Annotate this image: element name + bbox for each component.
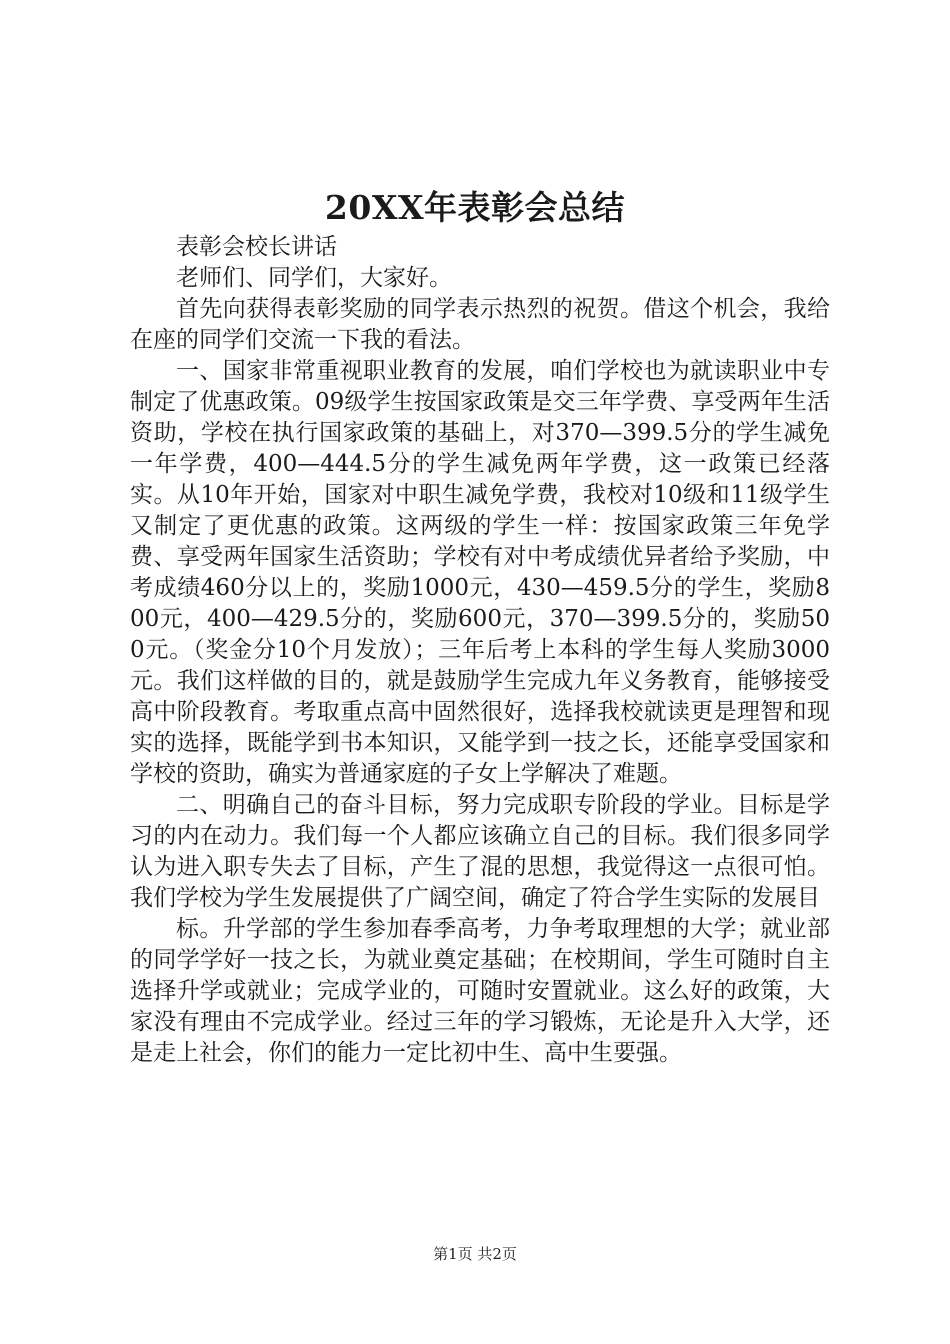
paragraph-intro: 首先向获得表彰奖励的同学表示热烈的祝贺。借这个机会，我给在座的同学们交流一下我的看法。: [130, 296, 830, 353]
page-footer: 第1页 共2页: [433, 1245, 517, 1263]
paragraph-greeting: 老师们、同学们，大家好。: [176, 265, 452, 291]
paragraph-section-two-continued: 标。升学部的学生参加春季高考，力争考取理想的大学；就业部的同学学好一技之长，为就业奠定基础；在校期间，学生可随时自主选择升学或就业；完成学业的，可随时安置就业。这么好的政策，大家没有理由不完成学业。经过三年的学习锻炼，无论是升入大学，还是走上社会，你们的能力一定比初中生、高中生要强。: [130, 916, 830, 1066]
document-title: 20XX年表彰会总结: [324, 188, 626, 227]
paragraph-section-two: 二、明确自己的奋斗目标，努力完成职专阶段的学业。目标是学习的内在动力。我们每一个人都应该确立自己的目标。我们很多同学认为进入职专失去了目标，产生了混的思想，我觉得这一点很可怕。我们学校为学生发展提供了广阔空间，确定了符合学生实际的发展目: [130, 792, 830, 911]
paragraph-section-one: 一、国家非常重视职业教育的发展，咱们学校也为就读职业中专制定了优惠政策。09级学生按国家政策是交三年学费、享受两年生活资助，学校在执行国家政策的基础上，对370—399.5分的学生减免一年学费，400—444.5分的学生减免两年学费，这一政策已经落实。从10年开始，国家对中职生减免学费，我校对10级和11级学生又制定了更优惠的政策。这两级的学生一样：按国家政策三年免学费、享受两年国家生活资助；学校有对中考成绩优异者给予奖励，中考成绩460分以上的，奖励1000元，430—459.5分的学生，奖励800元，400—429.5分的，奖励600元，370—399.5分的，奖励500元。（奖金分10个月发放）；三年后考上本科的学生每人奖励3000元。我们这样做的目的，就是鼓励学生完成九年义务教育，能够接受高中阶段教育。考取重点高中固然很好，选择我校就读更是理智和现实的选择，既能学到书本知识，又能学到一技之长，还能享受国家和学校的资助，确实为普通家庭的子女上学解决了难题。: [130, 358, 830, 787]
document-body: [130, 232, 830, 1069]
paragraph-speech-heading: 表彰会校长讲话: [176, 234, 337, 260]
